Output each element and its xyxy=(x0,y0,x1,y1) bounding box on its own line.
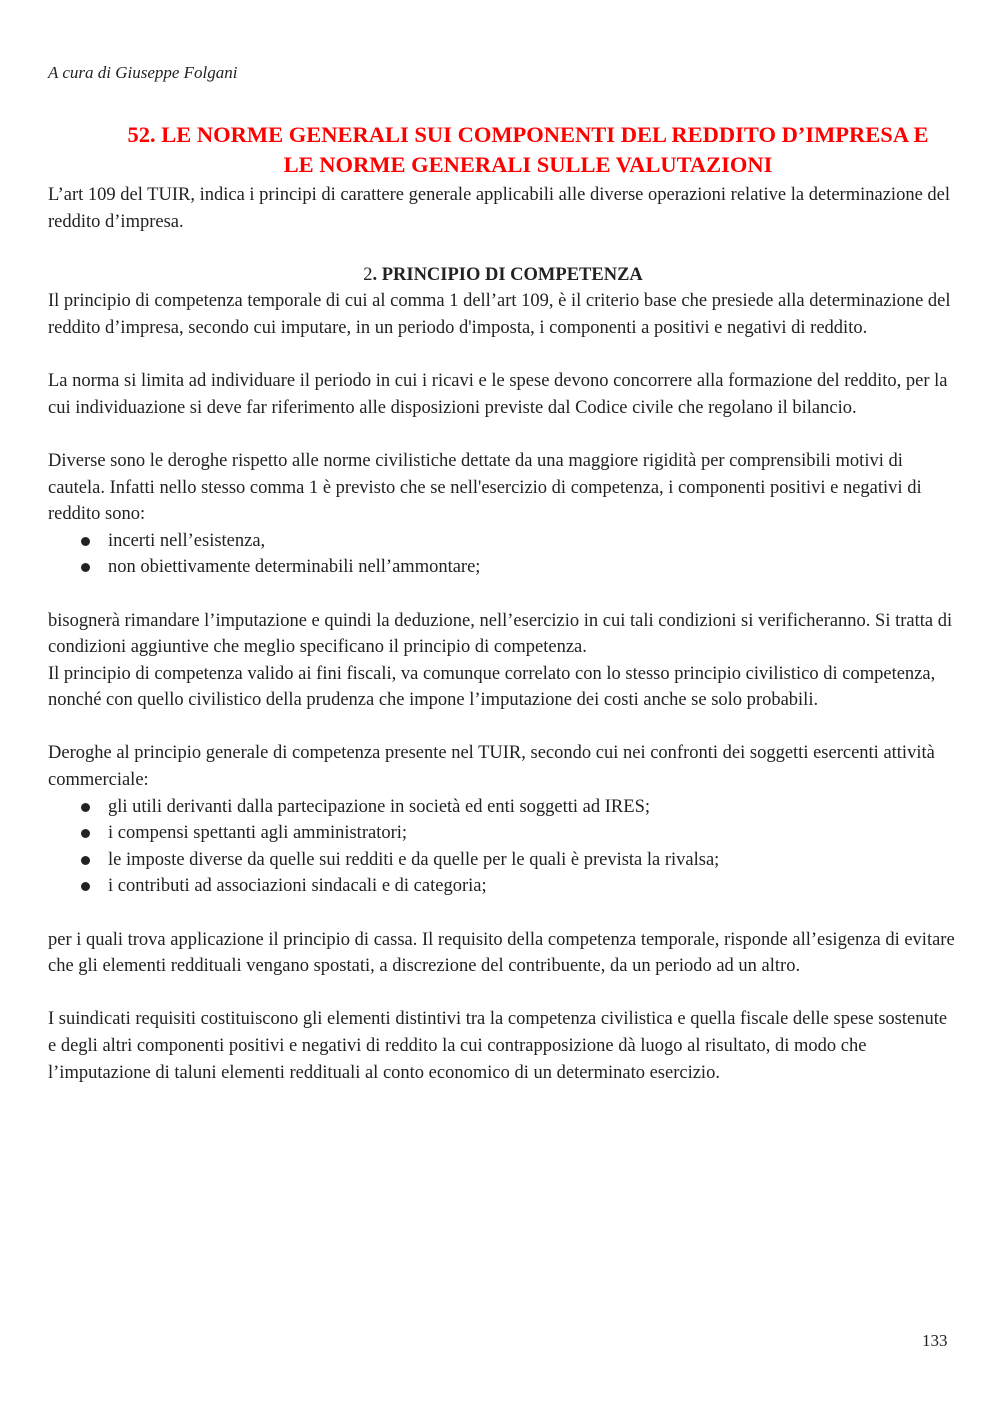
bullet-icon xyxy=(81,563,90,572)
list-item xyxy=(48,554,958,581)
document-body xyxy=(48,182,958,1086)
bullet-icon xyxy=(81,829,90,838)
bullet-icon xyxy=(81,803,90,812)
intro-paragraph: L’art 109 del TUIR, indica i principi di carattere generale applicabili alle diverse operazioni relative la determinazione del reddito d’impresa. xyxy=(48,185,951,232)
paragraph-3: Diverse sono le deroghe rispetto alle norme civilistiche dettate da una maggiore rigidità per comprensibili motivi di cautela. Infatti nello stesso comma 1 è previsto che se nell'esercizio di competenza, i componenti positivi e negativi di reddito sono: xyxy=(48,450,922,525)
chapter-title xyxy=(48,120,1000,180)
section-number: 2 xyxy=(363,264,373,285)
paragraph-6: Deroghe al principio generale di competenza presente nel TUIR, secondo cui nei confronti dei soggetti esercenti attività commerciale: xyxy=(48,743,935,791)
section-heading xyxy=(48,262,958,289)
list-item-text: gli utili derivanti dalla partecipazione in società ed enti soggetti ad IRES; xyxy=(108,796,650,817)
chapter-title-line-1: 52. LE NORME GENERALI SUI COMPONENTI DEL REDDITO D’IMPRESA E xyxy=(127,122,929,147)
paragraph-2: La norma si limita ad individuare il periodo in cui i ricavi e le spese devono concorrere alla formazione del reddito, per la cui individuazione si deve far riferimento alle disposizioni previste dal Codice civile che regolano il bilancio. xyxy=(48,371,948,418)
bullet-icon xyxy=(81,882,90,891)
list-item-text: i compensi spettanti agli amministratori; xyxy=(108,823,408,844)
list-item xyxy=(48,820,958,847)
list-item xyxy=(48,528,958,555)
bullet-icon xyxy=(81,537,90,546)
list-item xyxy=(48,847,958,874)
list-item-text: incerti nell’esistenza, xyxy=(108,530,266,551)
paragraph-1: Il principio di competenza temporale di cui al comma 1 dell’art 109, è il criterio base che presiede alla determinazione del reddito d’impresa, secondo cui imputare, in un periodo d'imposta, i componenti a positivi e negativi di reddito. xyxy=(48,291,951,338)
author-header: A cura di Giuseppe Folgani xyxy=(48,63,238,82)
list-item-text: non obiettivamente determinabili nell’ammontare; xyxy=(108,557,481,578)
exceptions-list xyxy=(48,794,958,900)
list-item-text: i contributi ad associazioni sindacali e di categoria; xyxy=(108,876,487,897)
paragraph-4: bisognerà rimandare l’imputazione e quindi la deduzione, nell’esercizio in cui tali condizioni si verificheranno. Si tratta di condizioni aggiuntive che meglio specificano il principio di competenza. xyxy=(48,610,953,658)
page-number: 133 xyxy=(922,1331,948,1350)
paragraph-7: per i quali trova applicazione il principio di cassa. Il requisito della competenza temporale, risponde all’esigenza di evitare che gli elementi reddituali vengano spostati, a discrezione del contribuente, da un periodo ad un altro. xyxy=(48,929,955,977)
list-item-text: le imposte diverse da quelle sui redditi e da quelle per le quali è prevista la rivalsa; xyxy=(108,849,720,870)
bullet-icon xyxy=(81,856,90,865)
conditions-list xyxy=(48,528,958,581)
paragraph-8: I suindicati requisiti costituiscono gli elementi distintivi tra la competenza civilistica e quella fiscale delle spese sostenute e degli altri componenti positivi e negativi di reddito la cui contrapposizione dà luogo al risultato, di modo che l’imputazione di taluni elementi reddituali al conto economico di un determinato esercizio. xyxy=(48,1009,948,1083)
list-item xyxy=(48,794,958,821)
list-item xyxy=(48,873,958,900)
chapter-title-line-2: LE NORME GENERALI SULLE VALUTAZIONI xyxy=(283,152,773,177)
section-heading-text: . PRINCIPIO DI COMPETENZA xyxy=(372,264,643,285)
paragraph-5: Il principio di competenza valido ai fini fiscali, va comunque correlato con lo stesso principio civilistico di competenza, nonché con quello civilistico della prudenza che impone l’imputazione dei costi anche se solo probabili. xyxy=(48,663,936,711)
